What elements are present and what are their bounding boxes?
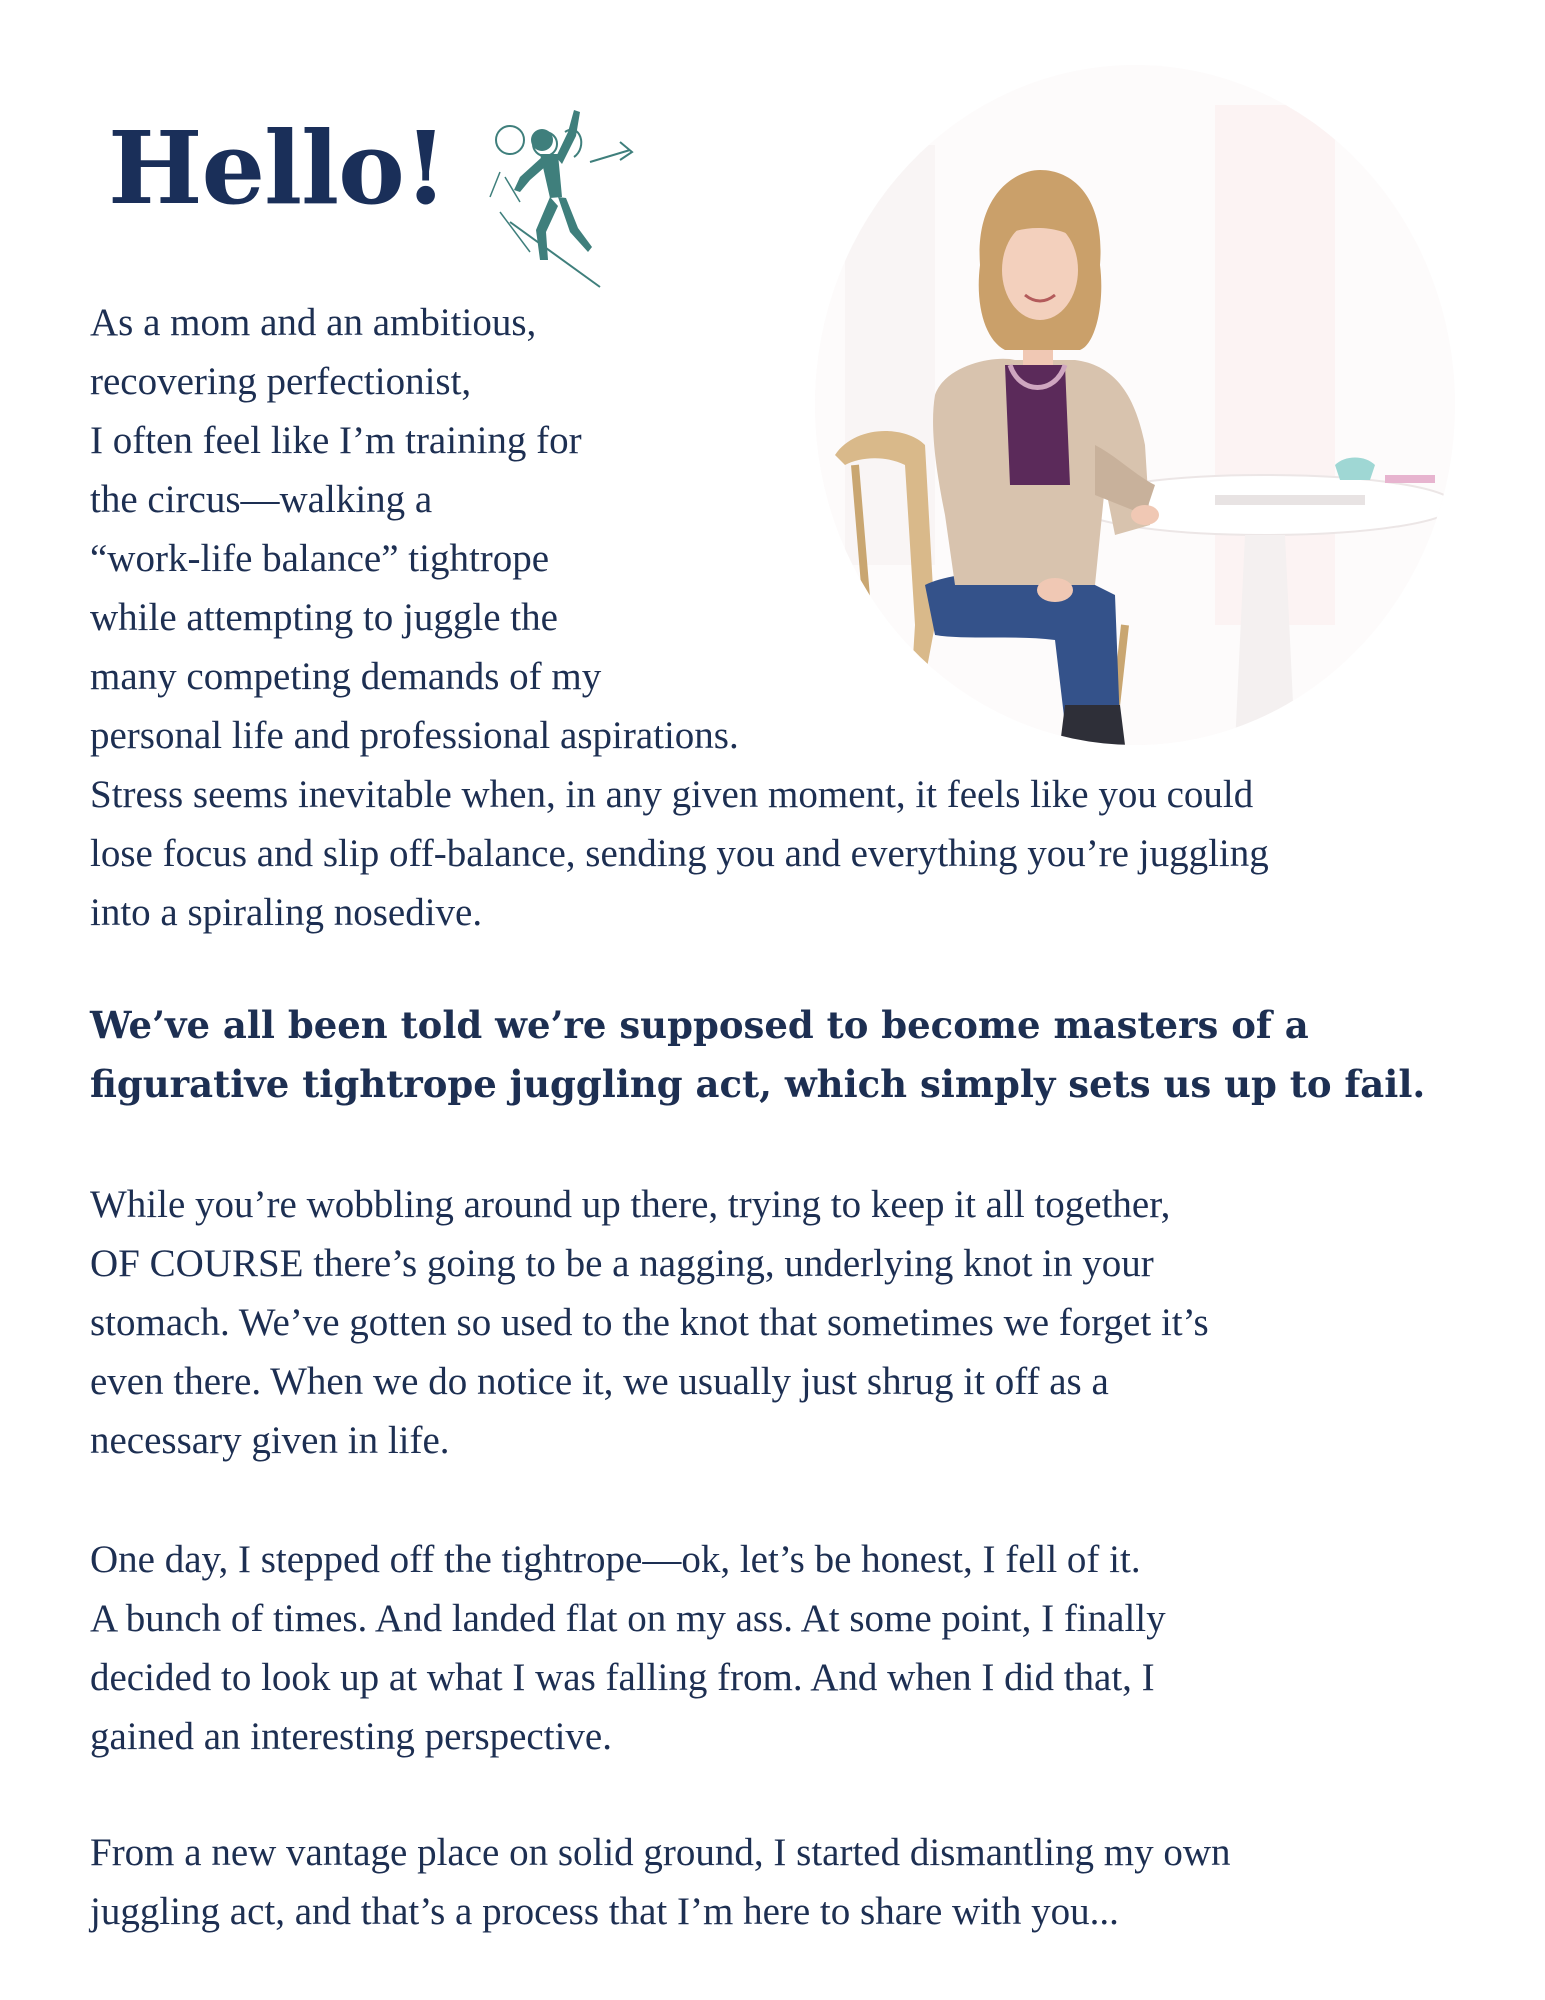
- page-title: Hello!: [108, 109, 447, 227]
- text-line: OF COURSE there’s going to be a nagging, underlying knot in your: [90, 1242, 1154, 1285]
- body-paragraph-knot: [90, 1175, 1209, 1470]
- text-line: stomach. We’ve gotten so used to the knot that sometimes we forget it’s: [90, 1301, 1209, 1344]
- text-line: many competing demands of my: [90, 655, 602, 698]
- text-line: One day, I stepped off the tightrope—ok, let’s be honest, I fell of it.: [90, 1538, 1141, 1581]
- text-line: the circus—walking a: [90, 478, 433, 521]
- text-line: personal life and professional aspirations.: [90, 714, 739, 757]
- body-paragraph-vantage: [90, 1823, 1231, 1941]
- juggler-on-tightrope-icon: [470, 102, 640, 292]
- text-line: lose focus and slip off-balance, sending you and everything you’re juggling: [90, 832, 1269, 875]
- text-line: gained an interesting perspective.: [90, 1715, 612, 1758]
- text-line: As a mom and an ambitious,: [90, 301, 537, 344]
- text-line: While you’re wobbling around up there, trying to keep it all together,: [90, 1183, 1171, 1226]
- text-line: juggling act, and that’s a process that I’m here to share with you...: [90, 1890, 1119, 1933]
- text-line: figurative tightrope juggling act, which simply sets us up to fail.: [90, 1062, 1426, 1106]
- text-line: From a new vantage place on solid ground, I started dismantling my own: [90, 1831, 1231, 1874]
- text-line: A bunch of times. And landed flat on my ass. At some point, I finally: [90, 1597, 1166, 1640]
- body-paragraph-fell: [90, 1530, 1166, 1766]
- text-line: “work-life balance” tightrope: [90, 537, 550, 580]
- text-line: even there. When we do notice it, we usually just shrug it off as a: [90, 1360, 1109, 1403]
- text-line: I often feel like I’m training for: [90, 419, 582, 462]
- text-line: Stress seems inevitable when, in any given moment, it feels like you could: [90, 773, 1254, 816]
- text-line: decided to look up at what I was falling from. And when I did that, I: [90, 1656, 1155, 1699]
- text-line: into a spiraling nosedive.: [90, 891, 483, 934]
- emphasis-paragraph: [90, 996, 1425, 1114]
- text-line: necessary given in life.: [90, 1419, 450, 1462]
- text-line: while attempting to juggle the: [90, 596, 558, 639]
- text-line: recovering perfectionist,: [90, 360, 472, 403]
- text-line: We’ve all been told we’re supposed to become masters of a: [90, 1003, 1309, 1047]
- intro-paragraph: [90, 293, 1269, 942]
